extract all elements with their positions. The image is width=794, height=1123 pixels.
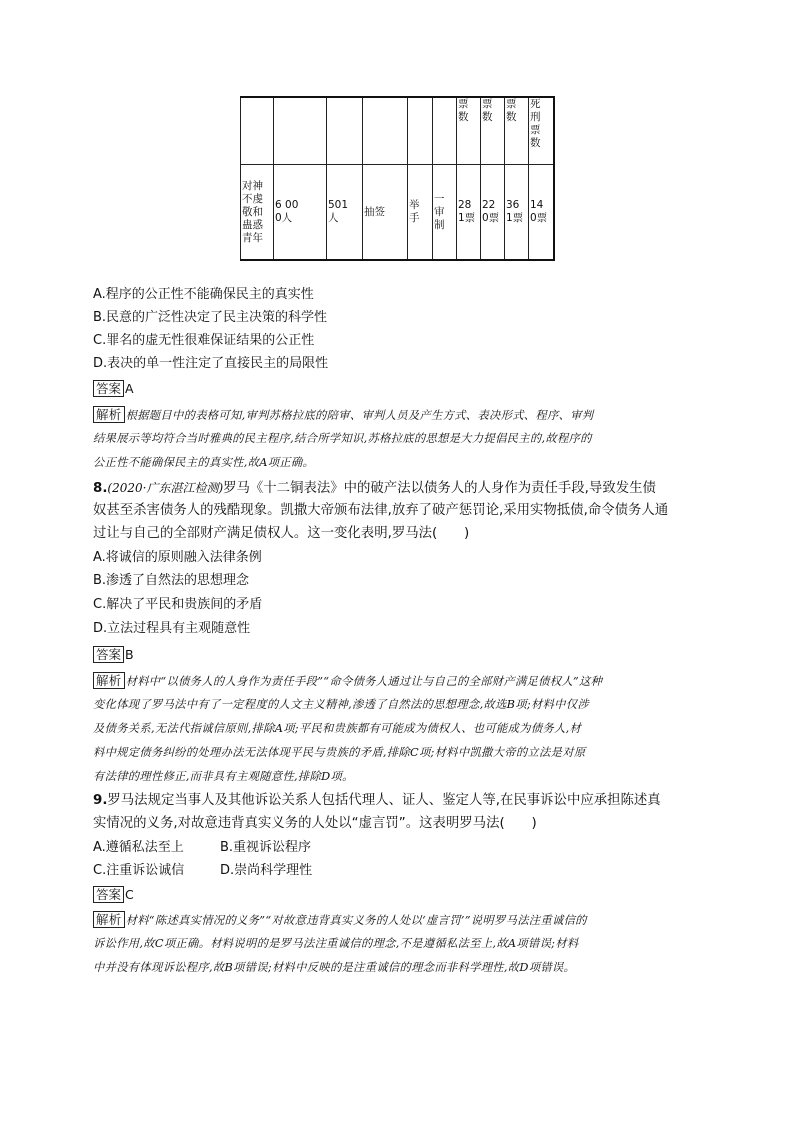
answer-letter: A — [125, 381, 134, 396]
q9-options-row-1 — [93, 839, 311, 857]
q8-option-b: B.渗透了自然法的思想理念 — [93, 573, 250, 588]
q9-stem-line — [93, 792, 661, 810]
table-cell — [433, 165, 457, 261]
stem-text: 罗马法规定当事人及其他诉讼关系人包括代理人、证人、鉴定人等,在民事诉讼中应承担陈述真 — [107, 793, 661, 808]
q8-option-d: D.立法过程具有主观随意性 — [93, 621, 251, 636]
answer-letter: C — [125, 887, 134, 902]
q9-option-c: C.注重诉讼诚信 — [93, 863, 185, 878]
q7-explanation-line — [93, 406, 593, 425]
table-cell — [241, 165, 274, 261]
explanation-text: 材料中“以债务人的人身作为责任手段”“命令债务人通过让与自己的全部财产满足债权人”这种 — [125, 675, 603, 688]
trial-table — [240, 96, 555, 261]
q7-option-c: C.罪名的虚无性很难保证结果的公正性 — [93, 333, 315, 348]
explanation-text: 材料“陈述真实情况的义务”“对故意违背真实义务的人处以‘虚言罚’”说明罗马法注重诚信的 — [125, 914, 587, 927]
q8-stem-line: 奴甚至杀害债务人的残酷现象。凯撒大帝颁布法律,放弃了破产惩罚论,采用实物抵债,命令债务人通 — [93, 503, 669, 518]
table-cell — [457, 165, 481, 261]
q9-answer — [93, 886, 134, 904]
q9-explanation-line: 诉讼作用,故C项正确。材料说明的是罗马法注重诚信的理念,不是遵循私法至上,故A项错误;材料 — [93, 937, 579, 950]
explanation-tag: 解析 — [93, 672, 125, 689]
q9-explanation-line: 中并没有体现诉讼程序,故B项错误;材料中反映的是注重诚信的理念而非科学理性,故D项错误。 — [93, 961, 576, 974]
answer-tag: 答案 — [93, 886, 124, 903]
q9-option-d: D.崇尚科学理性 — [220, 863, 313, 878]
header-cell — [408, 97, 433, 165]
death-votes-cell: 140票 — [530, 199, 548, 224]
explanation-text: 根据题目中的表格可知,审判苏格拉底的陪审、审判人员及产生方式、表决形式、程序、审判 — [125, 409, 594, 422]
judges-cell: 501人 — [328, 199, 349, 224]
procedure-cell: 一审制 — [434, 192, 445, 231]
q8-explanation-line: 变化体现了罗马法中有了一定程度的人文主义精神,渗透了自然法的思想理念,故选B项;材料中仅涉 — [93, 698, 589, 711]
table-cell — [274, 165, 327, 261]
q8-explanation-line: 料中规定债务纠纷的处理办法无法体现平民与贵族的矛盾,排除C项;材料中凯撒大帝的立法是对原 — [93, 746, 586, 759]
stem-text: 罗马《十二铜表法》中的破产法以债务人的人身作为责任手段,导致发生债 — [223, 481, 656, 496]
header-cell — [274, 97, 327, 165]
q7-option-b: B.民意的广泛性决定了民主决策的科学性 — [93, 310, 328, 325]
q8-explanation-line: 及债务关系,无法代指诚信原则,排除A项;平民和贵族都有可能成为债权人、也可能成为债务人,材 — [93, 722, 582, 735]
q9-options-row-2 — [93, 862, 312, 880]
votes-cell-2: 220票 — [482, 199, 500, 224]
charge-cell: 对神不虔敬和蛊惑青年 — [242, 179, 263, 244]
header-cell — [481, 97, 505, 165]
q8-stem-line: 过让与自己的全部财产满足债权人。这一变化表明,罗马法( ) — [93, 526, 470, 541]
table-cell — [529, 165, 554, 261]
vote-form-cell: 举手 — [409, 199, 420, 224]
question-number: 9. — [93, 793, 108, 808]
header-cell — [241, 97, 274, 165]
table-header-row — [241, 97, 554, 165]
question-source: (2020·广东湛江检测) — [107, 481, 224, 495]
answer-letter: B — [125, 647, 134, 662]
q9-stem-line: 实情况的义务,对故意违背真实义务的人处以“虚言罚”。这表明罗马法( ) — [93, 816, 537, 831]
votes-header-2: 票数 — [482, 98, 493, 123]
header-cell — [457, 97, 481, 165]
votes-header-1: 票数 — [458, 98, 469, 123]
explanation-tag: 解析 — [93, 406, 125, 423]
votes-cell-1: 281票 — [458, 199, 476, 224]
q7-option-a: A.程序的公正性不能确保民主的真实性 — [93, 287, 314, 302]
table-cell — [408, 165, 433, 261]
question-number: 8. — [93, 481, 108, 496]
q9-explanation-line — [93, 911, 587, 930]
q7-explanation-line: 结果展示等均符合当时雅典的民主程序,结合所学知识,苏格拉底的思想是大力提倡民主的,故程序的 — [93, 432, 592, 445]
q8-option-c: C.解决了平民和贵族间的矛盾 — [93, 597, 263, 612]
q9-option-b: B.重视诉讼程序 — [220, 840, 312, 855]
table-cell — [327, 165, 363, 261]
q7-answer — [93, 380, 134, 398]
q8-explanation-line: 有法律的理性修正,而非具有主观随意性,排除D项。 — [93, 770, 354, 783]
q8-option-a: A.将诚信的原则融入法律条例 — [93, 550, 262, 565]
death-votes-header: 死刑票数 — [530, 98, 541, 149]
answer-tag: 答案 — [93, 646, 124, 663]
q7-option-d: D.表决的单一性注定了直接民主的局限性 — [93, 356, 329, 371]
answer-tag: 答案 — [93, 380, 124, 397]
selection-cell: 抽签 — [363, 165, 408, 261]
votes-cell-3: 361票 — [506, 199, 524, 224]
votes-header-3: 票数 — [506, 98, 517, 123]
header-cell — [529, 97, 554, 165]
header-cell — [505, 97, 529, 165]
header-cell — [327, 97, 363, 165]
q8-explanation-line — [93, 672, 602, 691]
table-cell — [505, 165, 529, 261]
table-row — [241, 165, 554, 261]
q8-stem-line — [93, 479, 656, 498]
table-cell — [481, 165, 505, 261]
header-cell — [363, 97, 408, 165]
explanation-tag: 解析 — [93, 911, 125, 928]
q8-answer — [93, 646, 134, 664]
jury-size-cell: 6 000人 — [275, 199, 299, 224]
q9-option-a: A.遵循私法至上 — [93, 840, 184, 855]
q7-explanation-line: 公正性不能确保民主的真实性,故A项正确。 — [93, 456, 315, 469]
header-cell — [433, 97, 457, 165]
